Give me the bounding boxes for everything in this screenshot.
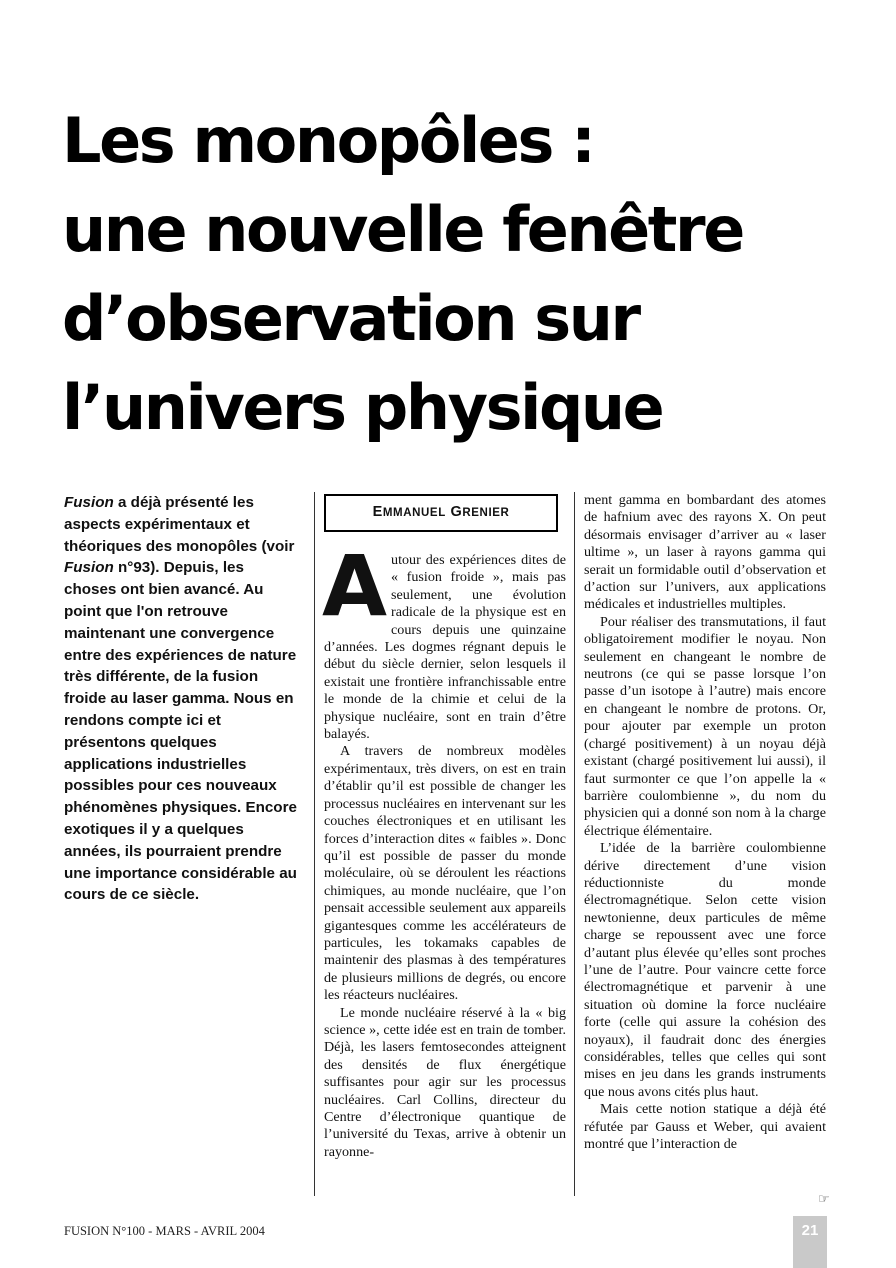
intro-paragraph (64, 492, 300, 906)
magazine-name: Fusion (64, 559, 114, 577)
page-number: 21 (801, 1222, 819, 1239)
drop-cap: A (322, 537, 388, 635)
page-number-box (793, 1216, 827, 1268)
author-box (324, 494, 558, 532)
column-divider (314, 492, 315, 1196)
author-name: EMMANUEL GRENIER (372, 503, 510, 520)
text-column-1 (324, 492, 566, 1161)
article-intro (64, 492, 300, 906)
title-line: une nouvelle fenêtre (62, 193, 743, 266)
body-paragraph: A travers de nombreux modèles expérimentaux, très divers, on est en train d’établir qu’il est possible de changer les processus nucléaires en intervenant sur les couches électroniques et en utilisant les forces d’interaction dites « faibles ». Donc qu’il est possible de passer du monde moléculaire, où se déroulent les réactions chimiques, au monde nucléaire, que l’on pensait accessible seulement aux appareils gigantesques comme les accélérateurs de particules, les tokamaks capables de maintenir des plasmas à des températures de plusieurs millions de degrés, ou encore les réacteurs nucléaires. (324, 743, 566, 1004)
footer-issue: FUSION N°100 - MARS - AVRIL 2004 (64, 1224, 265, 1238)
intro-text: n°93). Depuis, les choses ont bien avancé. Au point que l'on retrouve maintenant une convergence entre des expériences de nature très différente, de la fusion froide au laser gamma. Nous en rendons compte ici et présentons quelques applications industrielles possibles pour ces nouveaux phénomènes physiques. Encore exotiques il y a quelques années, ils pourraient prendre une importance considérable au cours de ce siècle. (64, 559, 297, 904)
title-line: l’univers physique (62, 371, 663, 444)
intro-text: a déjà présenté les aspects expérimentaux et théoriques des monopôles (voir (64, 494, 295, 555)
body-paragraph: Autour des expériences dites de « fusion froide », mais pas seulement, une évolution radicale de la physique est en cours depuis une quinzaine d’années. Les dogmes régnant depuis le début du siècle dernier, selon lesquels il existait une frontière infranchissable entre le monde de la chimie et celui de la physique nucléaire, sont en train d’être balayés. (322, 537, 566, 743)
body-paragraph: Pour réaliser des transmutations, il faut obligatoirement modifier le noyau. Non seulement en changeant le nombre de neutrons (ce qui se passe lorsque l’on passe d’un isotope à l’autre) mais encore en changeant le nombre de protons. Or, pour ajouter par exemple un proton (chargé positivement) à un noyau déjà existant (chargé positivement lui aussi), il faut surmonter ce que l’on appelle la « barrière coulombienne », du nom du physicien qui a donné son nom à la charge électrique élémentaire. (584, 613, 826, 839)
body-paragraph: Le monde nucléaire réservé à la « big science », cette idée est en train de tomber. Déjà, les lasers femtosecondes atteignent des densités de flux énergétique suffisantes pour agir sur les processus nucléaires. Carl Collins, directeur du Centre d’électronique quantique de l’université du Texas, arrive à obtenir un rayonne- (324, 1004, 566, 1160)
body-paragraph: ment gamma en bombardant des atomes de hafnium avec des rayons X. On peut désormais envisager d’arriver au « laser ultime », un laser à rayons gamma qui serait un formidable outil d’observation et d’action sur l’univers, aux applications médicales et industrielles multiples. (584, 492, 826, 613)
article-title (62, 96, 862, 452)
title-line: Les monopôles : (62, 104, 594, 177)
column-divider (574, 492, 575, 1196)
magazine-name: Fusion (64, 494, 114, 511)
pointing-hand-icon: ☞ (818, 1192, 830, 1207)
body-paragraph: L’idée de la barrière coulombienne dérive directement d’une vision réductionniste du monde électromagnétique. Selon cette vision newtonienne, deux particules de même charge se repoussent avec une force d’autant plus élevée qu’elles sont proches l’une de l’autre. Pour vaincre cette force électromagnétique et parvenir à une situation où domine la force nucléaire forte (celle qui assure la cohésion des noyaux), il faudrait donc des énergies considérables, telles que celles qui sont mises en jeu dans les grands instruments que nous avons cités plus haut. (584, 840, 826, 1100)
body-paragraph: Mais cette notion statique a déjà été réfutée par Gauss et Weber, qui avaient montré que l’interaction de (584, 1101, 826, 1153)
title-line: d’observation sur (62, 282, 639, 355)
text-column-2 (584, 492, 826, 1153)
